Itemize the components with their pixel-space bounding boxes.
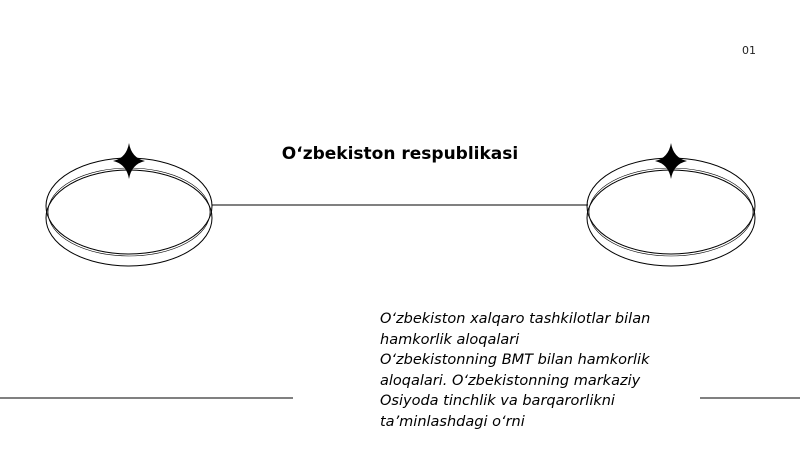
slide-title: O‘zbekiston respublikasi (281, 144, 519, 164)
left-star-icon (113, 143, 145, 179)
body-line: O‘zbekistonning BMT bilan hamkorlik (380, 352, 650, 368)
slide-number: 01 (742, 44, 756, 57)
body-text (380, 309, 700, 432)
right-star-icon (655, 143, 687, 179)
body-line: ta’minlashdagi o‘rni (380, 413, 525, 430)
body-line: Osiyoda tinchlik va barqarorlikni (380, 393, 615, 409)
body-line: aloqalari. O‘zbekistonning markaziy (380, 372, 641, 389)
body-line: O‘zbekiston xalqaro tashkilotlar bilan (380, 311, 651, 327)
body-line: hamkorlik aloqalari (380, 331, 520, 348)
